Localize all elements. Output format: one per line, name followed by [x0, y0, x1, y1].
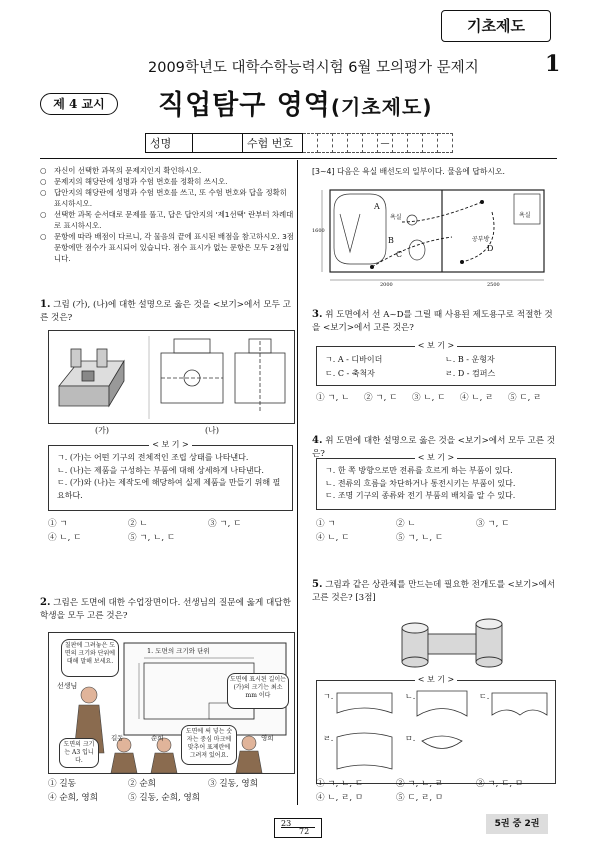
bogi-item: ㄴ. B - 운형자 [445, 355, 495, 364]
question-number: 3. [312, 309, 323, 320]
floorplan-figure [312, 182, 552, 292]
answer-option[interactable]: ③ ㄱ, ㄷ, ㅁ [476, 779, 524, 789]
area-title-sub: (기초제도) [330, 95, 433, 119]
page-number: 1 [545, 51, 561, 77]
answer-option[interactable]: ② ㄴ [396, 519, 416, 529]
exam-no-cell[interactable] [408, 133, 423, 153]
bogi-item: ㄴ. (나)는 제품을 구성하는 부품에 대해 상세하게 나타낸다. [57, 465, 264, 475]
exam-no-cell[interactable] [423, 133, 438, 153]
line-label: C [396, 250, 403, 259]
answer-option[interactable]: ④ ㄴ, ㄷ [48, 533, 82, 543]
figure-label-b: (나) [205, 426, 219, 435]
exam-no-cell[interactable] [318, 133, 333, 153]
answer-option[interactable]: ④ 순희, 영희 [48, 793, 98, 803]
student-speech-bubble: 도면에 표시된 길이는 (가)의 크기는 최소 mm 이다 [227, 673, 289, 709]
page-current: 23 [281, 819, 292, 828]
answer-option[interactable]: ② ㄱ, ㄴ, ㄹ [396, 779, 444, 789]
student-name: 길동 [111, 734, 124, 742]
q4-bogi-box [316, 453, 556, 510]
bogi-label: < 보 기 > [149, 440, 192, 449]
dimension-label: 1600 [312, 228, 325, 234]
question-text: 그림은 도면에 대한 수업장면이다. 선생님의 질문에 옳게 대답한 학생을 모두 고른 것은? [40, 598, 291, 621]
column-divider [297, 160, 298, 805]
question-number: 4. [312, 435, 323, 446]
q1-options [48, 518, 293, 544]
q3-options [316, 392, 556, 406]
header-divider [40, 158, 557, 159]
bogi-item: ㄹ. D - 컴퍼스 [445, 369, 496, 378]
answer-option[interactable]: ⑤ ㄷ, ㄹ, ㅁ [396, 793, 444, 803]
answer-option[interactable]: ① ㄱ [48, 519, 68, 529]
q1-figure [48, 330, 295, 424]
instruction-item: ○ 자신이 선택한 과목의 문제지인지 확인하시오. [40, 165, 295, 176]
teacher-speech-bubble: 칠판에 그려놓은 도면의 크기와 단위에 대해 말해 보세요. [61, 639, 119, 677]
answer-option[interactable]: ① ㄱ [316, 519, 336, 529]
instruction-item: ○ 문제지의 해당란에 성명과 수험 번호를 정확히 쓰시오. [40, 176, 295, 187]
pattern-label: ㄷ. [479, 692, 490, 701]
room-label: 욕실 [519, 212, 531, 219]
instruction-item: ○ 선택한 과목 순서대로 문제를 풀고, 답은 답안지의 '제1선택' 란부터 차례대로 표시하시오. [40, 209, 295, 231]
q5-bogi-box [316, 675, 556, 784]
bogi-label: < 보 기 > [415, 341, 458, 350]
figure-label-a: (가) [95, 426, 109, 435]
answer-option[interactable]: ② 순희 [128, 779, 156, 789]
area-title-main: 직업탐구 영역 [158, 90, 331, 121]
room-label: 공부방 [472, 236, 490, 243]
teacher-label: 선생님 [57, 682, 78, 690]
bogi-item: ㄱ. 한 쪽 방향으로만 전류를 흐르게 하는 부품이 있다. [325, 466, 513, 475]
question-text: 위 도면에서 선 A~D를 그릴 때 사용된 제도용구로 적절한 것을 <보기>에서 고른 것은? [312, 310, 553, 333]
line-label: D [487, 244, 494, 253]
subject-box: 기초제도 [441, 10, 551, 42]
answer-option[interactable]: ④ ㄴ, ㄹ, ㅁ [316, 793, 364, 803]
development-patterns [317, 681, 557, 785]
dimension-label: 2500 [487, 282, 500, 288]
area-title [158, 83, 432, 122]
page-counter [274, 818, 322, 838]
intersecting-pipes-figure [392, 606, 512, 668]
name-label: 성명 [145, 133, 193, 153]
bogi-item: ㄱ. A - 디바이더 [325, 355, 383, 364]
question-5 [312, 578, 558, 605]
pattern-label: ㅁ. [405, 734, 416, 743]
q4-options [316, 518, 556, 544]
student-name: 순희 [151, 734, 164, 742]
q34-intro: [3~4] 다음은 욕실 배선도의 일부이다. 물음에 답하시오. [312, 167, 505, 176]
answer-option[interactable]: ⑤ ㄷ, ㄹ [508, 393, 542, 403]
answer-option[interactable]: ④ ㄴ, ㄹ [460, 393, 494, 403]
pattern-label: ㄱ. [323, 692, 334, 701]
q2-options [48, 778, 293, 804]
question-number: 5. [312, 579, 323, 590]
answer-option[interactable]: ⑤ ㄱ, ㄴ, ㄷ [396, 533, 444, 543]
student-name: 영희 [261, 734, 274, 742]
question-1 [40, 298, 295, 325]
exam-title: 2009학년도 대학수학능력시험 6월 모의평가 문제지 [148, 60, 479, 76]
q3-bogi-box [316, 341, 556, 386]
line-label: B [388, 236, 394, 245]
q2-classroom-figure [48, 632, 295, 774]
instructions-list [40, 165, 295, 264]
answer-option[interactable]: ③ ㄴ, ㄷ [412, 393, 446, 403]
instruction-item: ○ 문항에 따라 배점이 다르니, 각 물음의 끝에 표시된 배점을 참고하시오. 3점 문항에만 점수가 표시되어 있습니다. 점수 표시가 없는 문항은 모두 2점입니다. [40, 231, 295, 264]
answer-option[interactable]: ③ 길동, 영희 [208, 779, 258, 789]
question-text: 그림과 같은 상관체를 만드는데 필요한 전개도를 <보기>에서 고른 것은? [3점] [312, 580, 556, 603]
page-total: 72 [299, 827, 310, 836]
answer-option[interactable]: ② ㄴ [128, 519, 148, 529]
bogi-item: ㄱ. (가)는 어떤 기구의 전체적인 조립 상태를 나타낸다. [57, 453, 249, 462]
bogi-item: ㄷ. 조명 기구의 종류와 전기 부품의 배치를 알 수 있다. [325, 491, 516, 500]
answer-option[interactable]: ① ㄱ, ㄴ, ㄷ [316, 779, 364, 789]
answer-option[interactable]: ① ㄱ, ㄴ [316, 393, 350, 403]
answer-option[interactable]: ③ ㄱ, ㄷ [208, 519, 242, 529]
answer-option[interactable]: ② ㄱ, ㄷ [364, 393, 398, 403]
question-2 [40, 596, 295, 623]
fraction-line [281, 827, 315, 828]
floorplan-drawing [312, 182, 552, 292]
answer-option[interactable]: ④ ㄴ, ㄷ [316, 533, 350, 543]
period-badge: 제 4 교시 [40, 93, 118, 115]
exam-no-cell[interactable] [363, 133, 378, 153]
exam-no-dash: — [378, 133, 393, 153]
name-field[interactable] [193, 133, 243, 153]
question-number: 2. [40, 597, 51, 608]
bogi-item: ㄴ. 전류의 흐름을 차단하거나 통전시키는 부품이 있다. [325, 478, 516, 488]
pattern-label: ㄹ. [323, 734, 334, 743]
line-label: A [374, 202, 380, 211]
exam-no-cell[interactable] [438, 133, 453, 153]
mechanical-drawing-image [49, 331, 294, 423]
q5-options [316, 778, 556, 804]
answer-option[interactable]: ⑤ ㄱ, ㄴ, ㄷ [128, 533, 176, 543]
bogi-item: ㄷ. C - 축척자 [325, 369, 375, 378]
bogi-item: ㄷ. (가)와 (나)는 제작도에 해당하여 실제 제품을 만들기 위해 필요하다. [57, 478, 281, 500]
exam-no-cell[interactable] [348, 133, 363, 153]
exam-no-label: 수험 번호 [243, 133, 303, 153]
room-label: 욕실 [390, 214, 402, 221]
question-text: 위 도면에 대한 설명으로 옳은 것을 <보기>에서 모두 고른 것은? [312, 436, 556, 459]
answer-option[interactable]: ① 길동 [48, 779, 76, 789]
exam-no-cell[interactable] [333, 133, 348, 153]
pattern-label: ㄴ. [405, 692, 416, 701]
student-speech-bubble: 도면에 써 넣는 숫자는 중심 마크에 맞추어 표제란에 그려져 있어요. [181, 725, 237, 765]
question-3 [312, 308, 558, 335]
board-title: 1. 도면의 크기와 단위 [147, 647, 210, 655]
q1-bogi-box [48, 440, 293, 511]
bogi-label: < 보 기 > [415, 453, 458, 462]
instruction-item: ○ 답안지의 해당란에 성명과 수험 번호를 쓰고, 또 수험 번호와 답을 정확히 표시하시오. [40, 187, 295, 209]
answer-option[interactable]: ⑤ 길동, 순희, 영희 [128, 793, 201, 803]
id-row [145, 133, 453, 153]
answer-option[interactable]: ③ ㄱ, ㄷ [476, 519, 510, 529]
volume-badge: 5권 중 2권 [486, 814, 548, 834]
bogi-label: < 보 기 > [415, 675, 458, 684]
exam-no-cell[interactable] [303, 133, 318, 153]
exam-no-cell[interactable] [393, 133, 408, 153]
student-speech-bubble: 도면의 크기는 A3 입니다. [59, 738, 99, 768]
dimension-label: 2000 [380, 282, 393, 288]
question-text: 그림 (가), (나)에 대한 설명으로 옳은 것을 <보기>에서 모두 고른 것은? [40, 300, 291, 323]
question-number: 1. [40, 299, 51, 310]
